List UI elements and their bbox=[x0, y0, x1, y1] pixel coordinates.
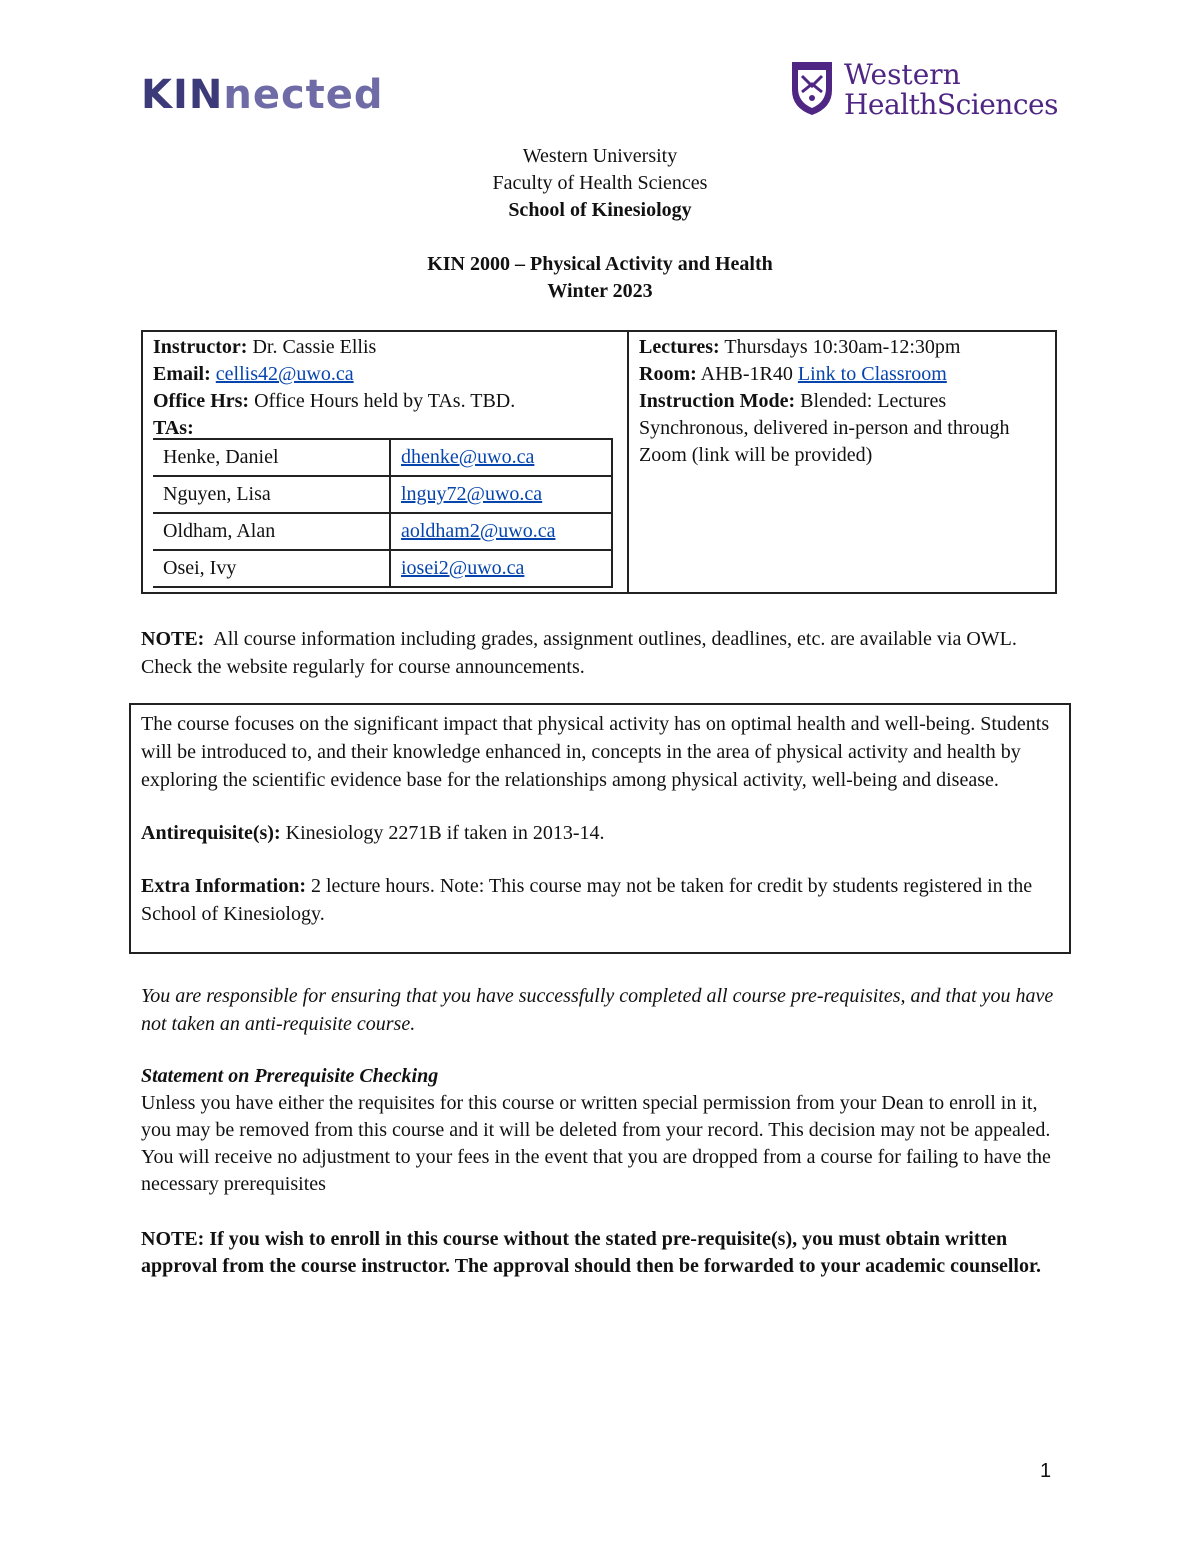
office-hours-label: Office Hrs: bbox=[153, 390, 250, 412]
prerequisite-text: Unless you have either the requisites for this course or written special permission from your Dean to enroll in it, you may be removed from this course and it will be deleted from your record. This decision may not be appealed. You will receive no adjustment to your fees in the event that you are dropped from a course for failing to have the necessary prerequisites bbox=[141, 1092, 1051, 1195]
ta-email-link[interactable]: lnguy72@uwo.ca bbox=[401, 483, 543, 505]
course-term: Winter 2023 bbox=[547, 280, 653, 302]
ta-name: Nguyen, Lisa bbox=[153, 476, 390, 513]
owl-note bbox=[141, 625, 1061, 681]
ta-name: Henke, Daniel bbox=[153, 439, 390, 476]
ta-table bbox=[153, 438, 613, 588]
document-header bbox=[0, 143, 1200, 305]
tas-label: TAs: bbox=[153, 417, 194, 439]
western-logo-line1: Western bbox=[844, 58, 961, 91]
western-health-sciences-logo bbox=[790, 60, 1080, 120]
kin-logo-suffix: nected bbox=[223, 72, 384, 118]
prerequisite-title: Statement on Prerequisite Checking bbox=[141, 1065, 439, 1087]
table-row bbox=[153, 550, 612, 587]
university-name: Western University bbox=[522, 145, 678, 167]
course-description-box bbox=[129, 703, 1071, 954]
column-divider bbox=[627, 332, 629, 594]
lecture-times: Thursdays 10:30am-12:30pm bbox=[724, 336, 961, 358]
extra-info: 2 lecture hours. Note: This course may not be taken for credit by students registered in the School of Kinesiology. bbox=[141, 875, 1033, 925]
kin-logo-prefix: KIN bbox=[141, 72, 224, 118]
instructor-info bbox=[153, 334, 623, 442]
table-row bbox=[153, 439, 612, 476]
enrollment-note: NOTE: If you wish to enroll in this course without the stated pre-requisite(s), you must obtain written approval from the course instructor. The approval should then be forwarded to your academic counsellor. bbox=[141, 1228, 1042, 1277]
ta-email-link[interactable]: iosei2@uwo.ca bbox=[401, 557, 525, 579]
ta-email-link[interactable]: dhenke@uwo.ca bbox=[401, 446, 535, 468]
ta-name: Oldham, Alan bbox=[153, 513, 390, 550]
school-name: School of Kinesiology bbox=[508, 199, 692, 221]
classroom-link[interactable]: Link to Classroom bbox=[797, 363, 947, 385]
instruction-mode-label: Instruction Mode: bbox=[639, 390, 796, 412]
kinnected-logo bbox=[141, 72, 384, 118]
instructor-email-link[interactable]: cellis42@uwo.ca bbox=[215, 363, 354, 385]
lecture-info bbox=[639, 334, 1049, 469]
table-row bbox=[153, 476, 612, 513]
responsibility-note: You are responsible for ensuring that you have successfully completed all course pre-requisites, and that you have not taken an anti-requisite course. bbox=[141, 985, 1054, 1035]
western-shield-icon bbox=[790, 60, 834, 116]
room-number: AHB-1R40 bbox=[700, 363, 793, 385]
office-hours: Office Hours held by TAs. TBD. bbox=[254, 390, 516, 412]
page-number: 1 bbox=[1040, 1460, 1052, 1482]
antirequisite-label: Antirequisite(s): bbox=[141, 822, 281, 844]
course-title: KIN 2000 – Physical Activity and Health bbox=[427, 253, 773, 275]
email-label: Email: bbox=[153, 363, 211, 385]
owl-note-text: All course information including grades, assignment outlines, deadlines, etc. are available via OWL. Check the website regularly for course announcements. bbox=[141, 628, 1017, 678]
room-label: Room: bbox=[639, 363, 697, 385]
faculty-name: Faculty of Health Sciences bbox=[492, 172, 708, 194]
lectures-label: Lectures: bbox=[639, 336, 720, 358]
course-description: The course focuses on the significant impact that physical activity has on optimal health and well-being. Students will be introduced to, and their knowledge enhanced in, concepts in the area of physical activity and health by exploring the scientific evidence base for the relationships among physical activity, well-being and disease. bbox=[141, 713, 1050, 791]
western-logo-line2: HealthSciences bbox=[844, 88, 1058, 121]
instructor-label: Instructor: bbox=[153, 336, 248, 358]
instructor-name: Dr. Cassie Ellis bbox=[252, 336, 377, 358]
prerequisite-statement bbox=[141, 1063, 1071, 1198]
table-row bbox=[153, 513, 612, 550]
ta-email-link[interactable]: aoldham2@uwo.ca bbox=[401, 520, 556, 542]
ta-name: Osei, Ivy bbox=[153, 550, 390, 587]
note-label: NOTE: bbox=[141, 628, 205, 650]
instruction-mode: Blended: Lectures Synchronous, delivered in-person and through Zoom (link will be provided) bbox=[639, 390, 1010, 466]
course-info-box bbox=[141, 330, 1057, 594]
extra-info-label: Extra Information: bbox=[141, 875, 306, 897]
antirequisite: Kinesiology 2271B if taken in 2013-14. bbox=[285, 822, 605, 844]
